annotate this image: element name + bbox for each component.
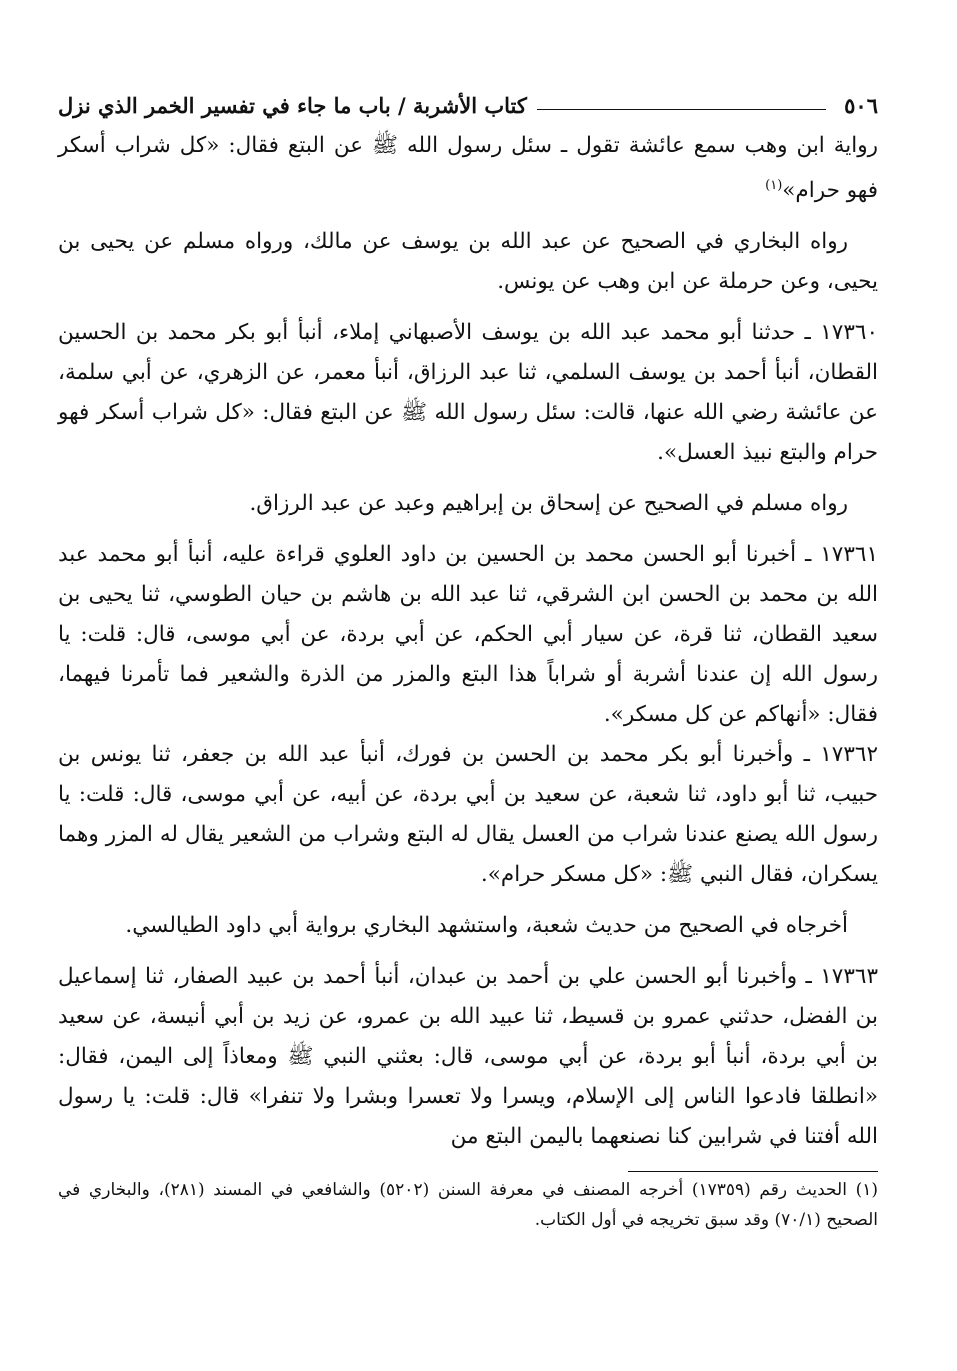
footnote-rule bbox=[628, 1171, 878, 1172]
document-page bbox=[58, 78, 878, 1235]
page-number: ٥٠٦ bbox=[844, 93, 878, 118]
hadith-paragraph: ١٧٣٦٢ ـ وأخبرنا أبو بكر محمد بن الحسن بن فورك، أنبأ عبد الله بن جعفر، ثنا يونس بن حبيب، ثنا أبو داود، ثنا شعبة، عن سعيد بن أبي بردة، عن أبيه، عن أبي موسى، قال: قلت: يا رسول الله يصنع عندنا شراب من العسل يقال له البتع وشراب من الشعير يقال له المزر وهما يسكران، فقال النبي ﷺ: «كل مسكر حرام». bbox=[58, 742, 878, 888]
paragraph: أخرجاه في الصحيح من حديث شعبة، واستشهد البخاري برواية أبي داود الطيالسي. bbox=[125, 913, 848, 939]
hadith-paragraph: ١٧٣٦٣ ـ وأخبرنا أبو الحسن علي بن أحمد بن عبدان، أنبأ أحمد بن عبيد الصفار، ثنا إسماعيل بن الفضل، حدثني عمرو بن قسيط، ثنا عبيد الله بن عمرو، عن زيد بن أبي أنيسة، عن سعيد بن أبي بردة، أنبأ أبو بردة، عن أبي موسى، قال: بعثني النبي ﷺ ومعاذاً إلى اليمن، فقال: «انطلقا فادعوا الناس إلى الإسلام، ويسرا ولا تعسرا وبشرا ولا تنفرا» قال: قلت: يا رسول الله أفتنا في شرابين كنا نصنعهما باليمن البتع من bbox=[58, 964, 878, 1150]
hadith-paragraph: ١٧٣٦١ ـ أخبرنا أبو الحسن محمد بن الحسين بن داود العلوي قراءة عليه، أنبأ أبو محمد عبد الله بن محمد بن الحسن ابن الشرقي، ثنا عبد الله بن هاشم بن حيان الطوسي، ثنا يحيى بن سعيد القطان، ثنا قرة، عن سيار أبي الحكم، عن أبي بردة، عن أبي موسى، قال: قلت: يا رسول الله إن عندنا أشربة أو شراباً هذا البتع والمزر من الذرة والشعير فما تأمرنا فيهما، فقال: «أنهاكم عن كل مسكر». bbox=[58, 542, 878, 728]
footnote-marker: (١) bbox=[765, 178, 783, 193]
page-header bbox=[58, 78, 878, 118]
paragraph bbox=[58, 126, 878, 211]
paragraph: رواه البخاري في الصحيح عن عبد الله بن يوسف عن مالك، ورواه مسلم عن يحيى بن يحيى، وعن حرملة عن ابن وهب عن يونس. bbox=[58, 229, 878, 295]
hadith-paragraph: ١٧٣٦٠ ـ حدثنا أبو محمد عبد الله بن يوسف الأصبهاني إملاء، أنبأ أبو بكر محمد بن الحسين القطان، أنبأ أحمد بن يوسف السلمي، ثنا عبد الرزاق، أنبأ معمر، عن الزهري، عن أبي سلمة، عن عائشة رضي الله عنها، قالت: سئل رسول الله ﷺ عن البتع فقال: «كل شراب أسكر فهو حرام والبتع نبيذ العسل». bbox=[58, 320, 878, 466]
paragraph: رواه مسلم في الصحيح عن إسحاق بن إبراهيم وعبد عن عبد الرزاق. bbox=[249, 491, 848, 517]
page-title: كتاب الأشربة / باب ما جاء في تفسير الخمر الذي نزل bbox=[58, 93, 527, 118]
paragraph-text: رواية ابن وهب سمع عائشة تقول ـ سئل رسول الله ﷺ عن البتع فقال: «كل شراب أسكر فهو حرام» bbox=[58, 133, 878, 204]
footnote: (١) الحديث رقم (١٧٣٥٩) أخرجه المصنف في معرفة السنن (٥٢٠٢) والشافعي في المسند (٢٨١)، والبخاري في الصحيح (٧٠/١) وقد سبق تخريجه في أول الكتاب. bbox=[58, 1180, 878, 1231]
header-rule bbox=[537, 109, 826, 110]
footnote-separator bbox=[58, 1157, 878, 1175]
